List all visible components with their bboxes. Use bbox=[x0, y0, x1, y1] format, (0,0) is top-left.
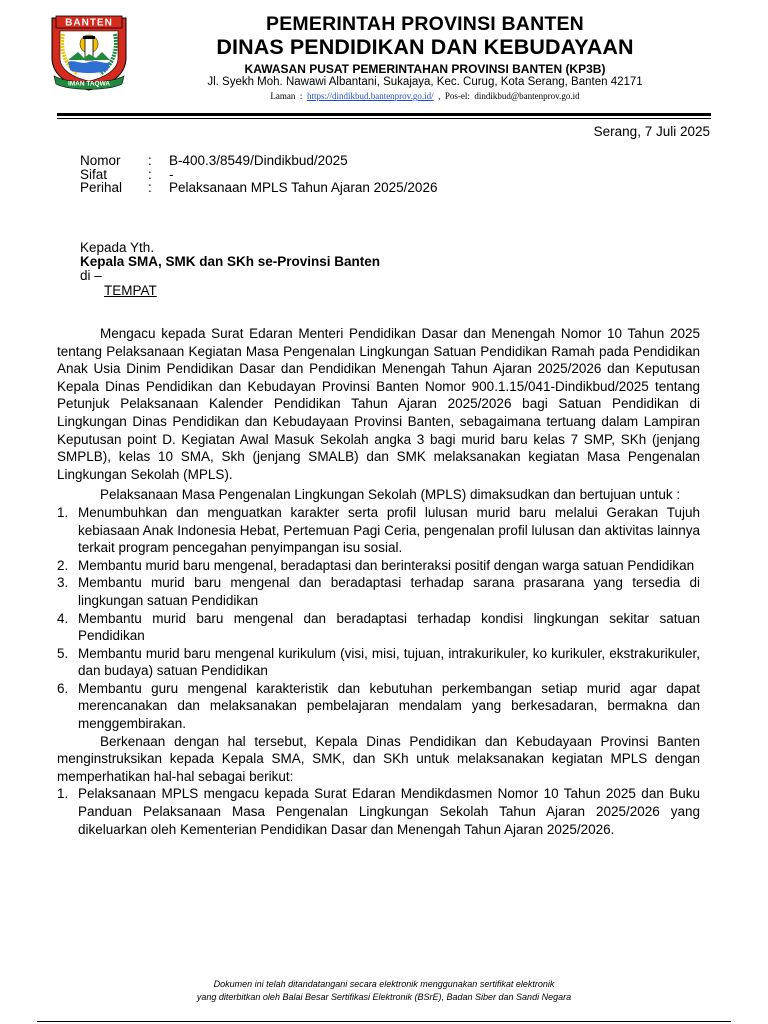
meta-row-perihal: Perihal : Pelaksanaan MPLS Tahun Ajaran 2025/2026 bbox=[80, 180, 438, 195]
letterhead-line-1: PEMERINTAH PROVINSI BANTEN bbox=[266, 13, 584, 35]
recipient-place: TEMPAT bbox=[104, 283, 157, 298]
meta-value: B-400.3/8549/Dindikbud/2025 bbox=[169, 153, 348, 168]
letterhead-line-3: KAWASAN PUSAT PEMERINTAHAN PROVINSI BANTEN (KP3B) bbox=[244, 62, 606, 76]
instruction-item bbox=[57, 785, 700, 838]
goal-number: 5. bbox=[57, 645, 69, 661]
recipient-name: Kepala SMA, SMK dan SKh se-Provinsi Banten bbox=[80, 254, 381, 269]
goal-text: Membantu guru mengenal karakteristik dan kebutuhan perkembangan setiap murid agar dapat merencanakan dan melaksanakan pembelajaran mendalam yang berkesadaran, bermakna dan menggembirakan. bbox=[78, 680, 700, 732]
goal-item bbox=[57, 557, 700, 575]
goal-number: 4. bbox=[57, 610, 69, 626]
goal-number: 6. bbox=[57, 680, 69, 696]
emblem-tower-top bbox=[83, 36, 95, 39]
e-signature-footer bbox=[0, 978, 768, 1003]
goal-text: Membantu murid baru mengenal dan beradaptasi terhadap sarana prasarana yang tersedia di lingkungan satuan Pendidikan bbox=[78, 575, 700, 608]
letter-body bbox=[57, 325, 700, 838]
goal-item bbox=[57, 645, 700, 680]
letterhead-line-2: DINAS PENDIDIKAN DAN KEBUDAYAAN bbox=[216, 35, 634, 59]
footer-line-2: yang diterbitkan oleh Balai Besar Sertifikasi Elektronik (BSrE), Badan Siber dan Sandi Negara bbox=[196, 991, 572, 1002]
goal-item bbox=[57, 574, 700, 609]
goal-text: Membantu murid baru mengenal kurikulum (visi, misi, tujuan, intrakurikuler, ko kurikuler, ekstrakurikuler, dan budaya) satuan Pendidikan bbox=[78, 645, 700, 679]
goal-item bbox=[57, 504, 700, 557]
footer-rule bbox=[37, 1021, 731, 1022]
goal-number: 3. bbox=[57, 575, 69, 591]
meta-row-nomor: Nomor : B-400.3/8549/Dindikbud/2025 bbox=[80, 153, 348, 168]
paragraph-2: Pelaksanaan Masa Pengenalan Lingkungan Sekolah (MPLS) dimaksudkan dan bertujuan untuk : bbox=[100, 487, 681, 503]
meta-value: - bbox=[169, 167, 174, 182]
meta-key: Sifat bbox=[80, 167, 108, 182]
letter-date: Serang, 7 Juli 2025 bbox=[593, 124, 710, 139]
goal-text: Menumbuhkan dan menguatkan karakter serta profil lulusan murid baru melalui Gerakan Tujuh kebiasaan Anak Indonesia Hebat, Pertemuan Pagi Ceria, pengenalan profil lulusan dan aktivitas lainnya terkait program pencegahan penyimpangan isu sosial. bbox=[78, 504, 700, 556]
emblem-bottom-text: IMAN TAQWA bbox=[67, 80, 111, 88]
laman-label: Laman bbox=[270, 91, 296, 101]
instruction-text: Pelaksanaan MPLS mengacu kepada Surat Edaran Mendikdasmen Nomor 10 Tahun 2025 dan Buku Panduan Pelaksanaan Masa Pengenalan Lingkungan Sekolah Tahun Ajaran 2025/2026 yang dikeluarkan oleh Kementerian Pendidikan Dasar dan Menengah Tahun Ajaran 2025/2026. bbox=[78, 786, 700, 837]
meta-key: Nomor bbox=[80, 153, 121, 168]
letterhead-thin-rule bbox=[57, 118, 711, 119]
instruction-number: 1. bbox=[57, 786, 69, 802]
recipient-greeting: Kepada Yth. bbox=[80, 240, 155, 255]
posel-value: dindikbud@bantenprov.go.id bbox=[474, 91, 580, 101]
paragraph-3: Berkenaan dengan hal tersebut, Kepala Dinas Pendidikan dan Kebudayaan Provinsi Banten menginstruksikan kepada Kepala SMA, SMK, dan SKh untuk melaksanakan kegiatan MPLS dengan memperhatikan hal-hal sebagai berikut: bbox=[57, 733, 700, 784]
recipient-di: di – bbox=[80, 268, 102, 283]
laman-link[interactable]: https://dindikbud.bantenprov.go.id/ bbox=[306, 91, 434, 101]
letterhead-address: Jl. Syekh Moh. Nawawi Albantani, Sukajaya, Kec. Curug, Kota Serang, Banten 42171 bbox=[207, 76, 643, 88]
letterhead-thick-rule bbox=[57, 113, 711, 116]
meta-value: Pelaksanaan MPLS Tahun Ajaran 2025/2026 bbox=[169, 180, 438, 195]
goal-text: Membantu murid baru mengenal, beradaptasi dan berinteraksi positif dengan warga satuan Pendidikan bbox=[78, 557, 695, 573]
emblem-sea bbox=[68, 61, 110, 73]
meta-row-sifat: Sifat : - bbox=[80, 167, 174, 182]
letterhead-contact: Laman : https://dindikbud.bantenprov.go.id/ , Pos-el: dindikbud@bantenprov.go.id bbox=[270, 91, 580, 101]
goal-text: Membantu murid baru mengenal dan beradaptasi terhadap kondisi lingkungan sekitar satuan Pendidikan bbox=[78, 610, 700, 644]
posel-label: Pos-el: bbox=[444, 91, 470, 101]
goal-item bbox=[57, 680, 700, 733]
goal-number: 1. bbox=[57, 504, 69, 520]
goal-item bbox=[57, 610, 700, 645]
footer-line-1: Dokumen ini telah ditandatangani secara elektronik menggunakan sertifikat elektronik bbox=[213, 979, 555, 989]
emblem-top-text: BANTEN bbox=[65, 17, 113, 29]
banten-emblem-logo bbox=[48, 14, 130, 92]
meta-key: Perihal bbox=[80, 180, 123, 195]
paragraph-1: Mengacu kepada Surat Edaran Menteri Pendidikan Dasar dan Menengah Nomor 10 Tahun 2025 tentang Pelaksanaan Kegiatan Masa Pengenalan Lingkungan Satuan Pendidikan Ramah pada Pendidikan Anak Usia Dinim Pendidikan Dasar dan Pendidikan Menengah Tahun Ajaran 2025/2026 dan Keputusan Kepala Dinas Pendidikan dan Kebudayan Provinsi Banten Nomor 900.1.15/041-Dindikbud/2025 tentang Petunjuk Pelaksanaan Kalender Pendidikan Tahun Ajaran 2025/2026 bagi Satuan Pendidikan di Lingkungan Dinas Pendidikan dan Kebudayaan Provinsi Banten, sebagaimana tertuang dalam Lampiran Keputusan point D. Kegiatan Awal Masuk Sekolah angka 3 bagi murid baru kelas 7 SMP, SKh (jenjang SMPLB), kelas 10 SMA, Skh (jenjang SMALB) dan SMK melaksanakan kegiatan Masa Pengenalan Lingkungan Sekolah (MPLS). bbox=[57, 326, 700, 482]
goal-number: 2. bbox=[57, 557, 69, 573]
